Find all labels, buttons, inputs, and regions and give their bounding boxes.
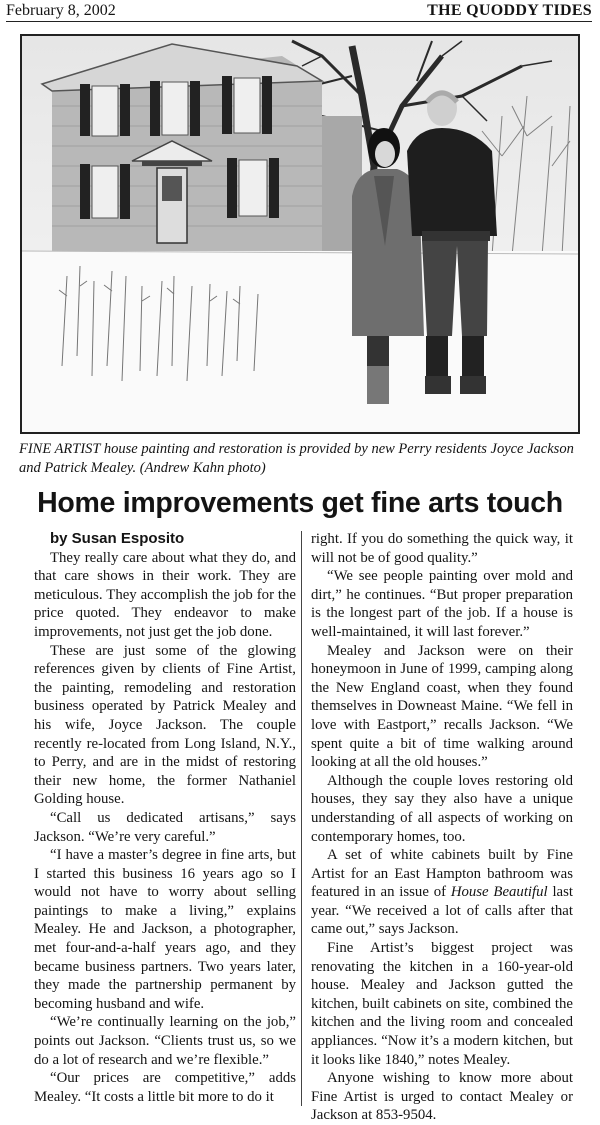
paragraph: They really care about what they do, and that care shows in their work. They are meticulous. They accomplish the job for the price quoted. They endeavor to make improvements, not just get the job done.: [34, 549, 296, 640]
text-span: last year. “We received a lot of calls after that came out,” says Jackson.: [311, 884, 573, 938]
paragraph: Mealey and Jackson were on their honeymoon in June of 1999, camping along the New England coast, when they found themselves in Downeast Maine. “We fell in love with Eastport,” recalls Jackson. “We spent quite a bit of time walking around looking at all the old houses.”: [311, 642, 573, 771]
caption-text: house painting and restoration is provided by new Perry residents Joyce Jackson and Patrick Mealey. (Andrew Kahn photo): [19, 441, 574, 476]
paragraph: right. If you do something the quick way, it will not be of good quality.”: [311, 531, 573, 566]
left-column: [34, 530, 296, 1106]
paragraph: Although the couple loves restoring old houses, they say they also have a unique understanding of all aspects of working on contemporary homes, too.: [311, 772, 573, 845]
magazine-title: House Beautiful: [450, 884, 548, 901]
byline: by Susan Esposito: [50, 530, 185, 547]
photo-caption: [19, 440, 581, 478]
right-column: [311, 530, 573, 1125]
paragraph: “Call us dedicated artisans,” says Jackson. “We’re very careful.”: [34, 809, 296, 845]
paragraph: These are just some of the glowing references given by clients of Fine Artist, the painting, remodeling and restoration business operated by Patrick Mealey and his wife, Joyce Jackson. The couple recently re-located from Long Island, N.Y., to Perry, and are in the midst of restoring their new home, the former Nathaniel Golding house.: [34, 642, 296, 808]
issue-date: February 8, 2002: [6, 2, 116, 19]
paragraph: Anyone wishing to know more about Fine Artist is urged to contact Mealey or Jackson at 853-9504.: [311, 1070, 573, 1124]
column-divider: [301, 531, 302, 1106]
paragraph: “We see people painting over mold and dirt,” he continues. “But proper preparation is the longest part of the job. If a house is well-maintained, it will last forever.”: [311, 568, 573, 640]
paragraph: “We’re continually learning on the job,” points out Jackson. “Clients trust us, so we do a lot of research and we’re flexible.”: [34, 1014, 296, 1068]
caption-lead: FINE ARTIST: [19, 441, 101, 457]
paragraph: “I have a master’s degree in fine arts, but I started this business 16 years ago so I would not have to worry about selling paintings to make a living,” explains Mealey. He and Jackson, a photographer, met four-and-a-half years ago, and they became business partners. Two years later, they made the partnership permanent by becoming husband and wife.: [34, 847, 296, 1012]
article-headline: Home improvements get fine arts touch: [37, 487, 563, 519]
paragraph: “Our prices are competitive,” adds Mealey. “It costs a little bit more to do it: [34, 1070, 296, 1105]
page-header: [6, 2, 592, 22]
house-couple-photo: [20, 34, 580, 434]
newspaper-name: THE QUODDY TIDES: [427, 2, 592, 19]
paragraph: Fine Artist’s biggest project was renovating the kitchen in a 160-year-old house. Mealey and Jackson gutted the kitchen, built cabinets on site, combined the kitchen and the living room and concealed appliances. “Now it’s a modern kitchen, but it looks like 1840,” notes Mealey.: [311, 940, 573, 1068]
paragraph: [311, 846, 573, 939]
photo-illustration: [22, 36, 578, 432]
text-span: A set of white cabinets built by Fine Artist for an East Hampton bathroom was featured in an issue of: [311, 847, 573, 901]
